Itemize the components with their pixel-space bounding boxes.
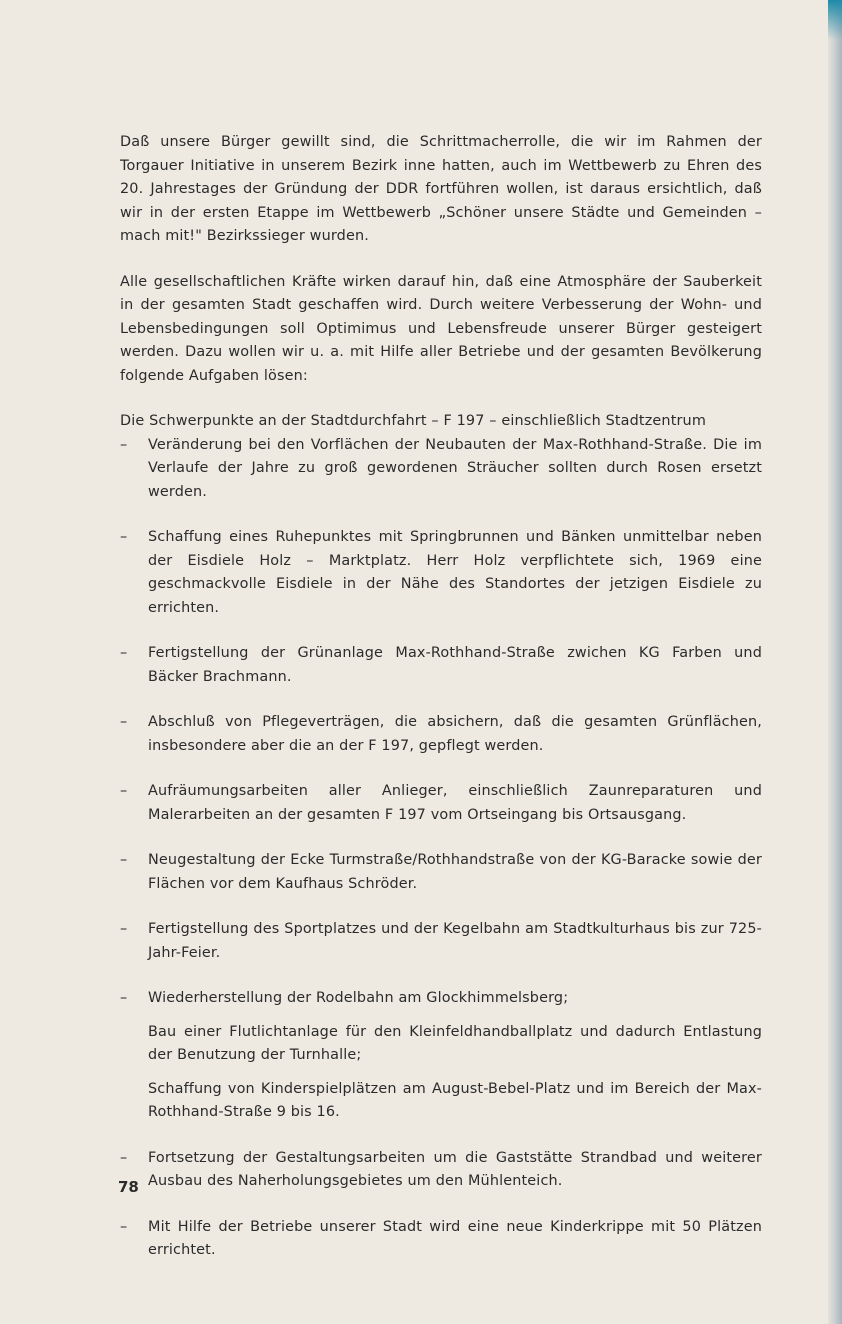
list-item	[120, 711, 762, 758]
list-dash: –	[120, 714, 128, 730]
list-item-text: Aufräumungsarbeiten aller Anlieger, einschließlich Zaunreparaturen und Malerarbeiten an der gesamten F 197 vom Ortseingang bis Ortsausgang.	[148, 783, 762, 823]
list-item-part: Wiederherstellung der Rodelbahn am Glockhimmelsberg;	[148, 990, 569, 1006]
list-item	[120, 642, 762, 689]
page-body	[120, 131, 762, 1285]
list-item-part: Bau einer Flutlichtanlage für den Kleinfeldhandballplatz und dadurch Entlastung der Benutzung der Turnhalle;	[148, 1023, 762, 1063]
list-item-text: Schaffung eines Ruhepunktes mit Springbrunnen und Bänken unmittelbar neben der Eisdiele Holz – Marktplatz. Herr Holz verpflichtete sich, 1969 eine geschmackvolle Eisdiele in der Nähe des Standortes der jetzigen Eisdiele zu errichten.	[148, 529, 762, 616]
list-item-text: Neugestaltung der Ecke Turmstraße/Rothhandstraße von der KG-Baracke sowie der Flächen vor dem Kaufhaus Schröder.	[148, 852, 762, 892]
list-item	[120, 1147, 762, 1194]
list-item-text: Mit Hilfe der Betriebe unserer Stadt wird eine neue Kinderkrippe mit 50 Plätzen errichtet.	[148, 1218, 762, 1258]
list-dash: –	[120, 783, 128, 799]
list-dash: –	[120, 645, 128, 661]
list-dash: –	[120, 990, 128, 1006]
list-dash: –	[120, 1149, 128, 1166]
list-item	[120, 780, 762, 827]
list-item	[120, 1216, 762, 1263]
list-item-text: Fertigstellung der Grünanlage Max-Rothhand-Straße zwichen KG Farben und Bäcker Brachmann.	[148, 645, 762, 685]
list-dash: –	[120, 921, 128, 937]
list-item	[120, 434, 762, 505]
list-item-part: Schaffung von Kinderspielplätzen am August-Bebel-Platz und im Bereich der Max-Rothhand-Straße 9 bis 16.	[148, 1080, 762, 1120]
list-item	[120, 526, 762, 620]
page-edge-shadow	[828, 0, 842, 1324]
list-item-text: Veränderung bei den Vorflächen der Neubauten der Max-Rothhand-Straße. Die im Verlaufe der Jahre zu groß gewordenen Sträucher sollten durch Rosen ersetzt werden.	[148, 436, 762, 500]
list-dash: –	[120, 852, 128, 868]
list-dash: –	[120, 436, 128, 453]
list-dash: –	[120, 529, 128, 545]
intro-line: Die Schwerpunkte an der Stadtdurchfahrt – F 197 – einschließlich Stadtzentrum	[120, 413, 706, 429]
paragraph-1: Daß unsere Bürger gewillt sind, die Schrittmacherrolle, die wir im Rahmen der Torgauer Initiative in unserem Bezirk inne hatten, auch im Wettbewerb zu Ehren des 20. Jahrestages der Gründung der DDR fortführen wollen, ist daraus ersichtlich, daß wir in der ersten Etappe im Wettbewerb „Schöner unsere Städte und Gemeinden – mach mit!" Bezirkssieger wurden.	[120, 134, 762, 244]
list-item-text: Fortsetzung der Gestaltungsarbeiten um die Gaststätte Strandbad und weiterer Ausbau des Naherholungsgebietes um den Mühlenteich.	[148, 1149, 762, 1189]
list-item	[120, 849, 762, 896]
list-item-text: Fertigstellung des Sportplatzes und der Kegelbahn am Stadtkulturhaus bis zur 725-Jahr-Feier.	[148, 921, 762, 961]
list-item-text: Abschluß von Pflegeverträgen, die absichern, daß die gesamten Grünflächen, insbesondere aber die an der F 197, gepflegt werden.	[148, 714, 762, 754]
list-item-multi	[120, 987, 762, 1125]
list-item	[120, 918, 762, 965]
page-edge-highlight	[828, 0, 842, 40]
page-number: 78	[118, 1178, 139, 1196]
list-dash: –	[120, 1218, 128, 1235]
paragraph-2: Alle gesellschaftlichen Kräfte wirken darauf hin, daß eine Atmosphäre der Sauberkeit in der gesamten Stadt geschaffen wird. Durch weitere Verbesserung der Wohn- und Lebensbedingungen soll Optimimus und Lebensfreude unserer Bürger gesteigert werden. Dazu wollen wir u. a. mit Hilfe aller Betriebe und der gesamten Bevölkerung folgende Aufgaben lösen:	[120, 273, 762, 384]
